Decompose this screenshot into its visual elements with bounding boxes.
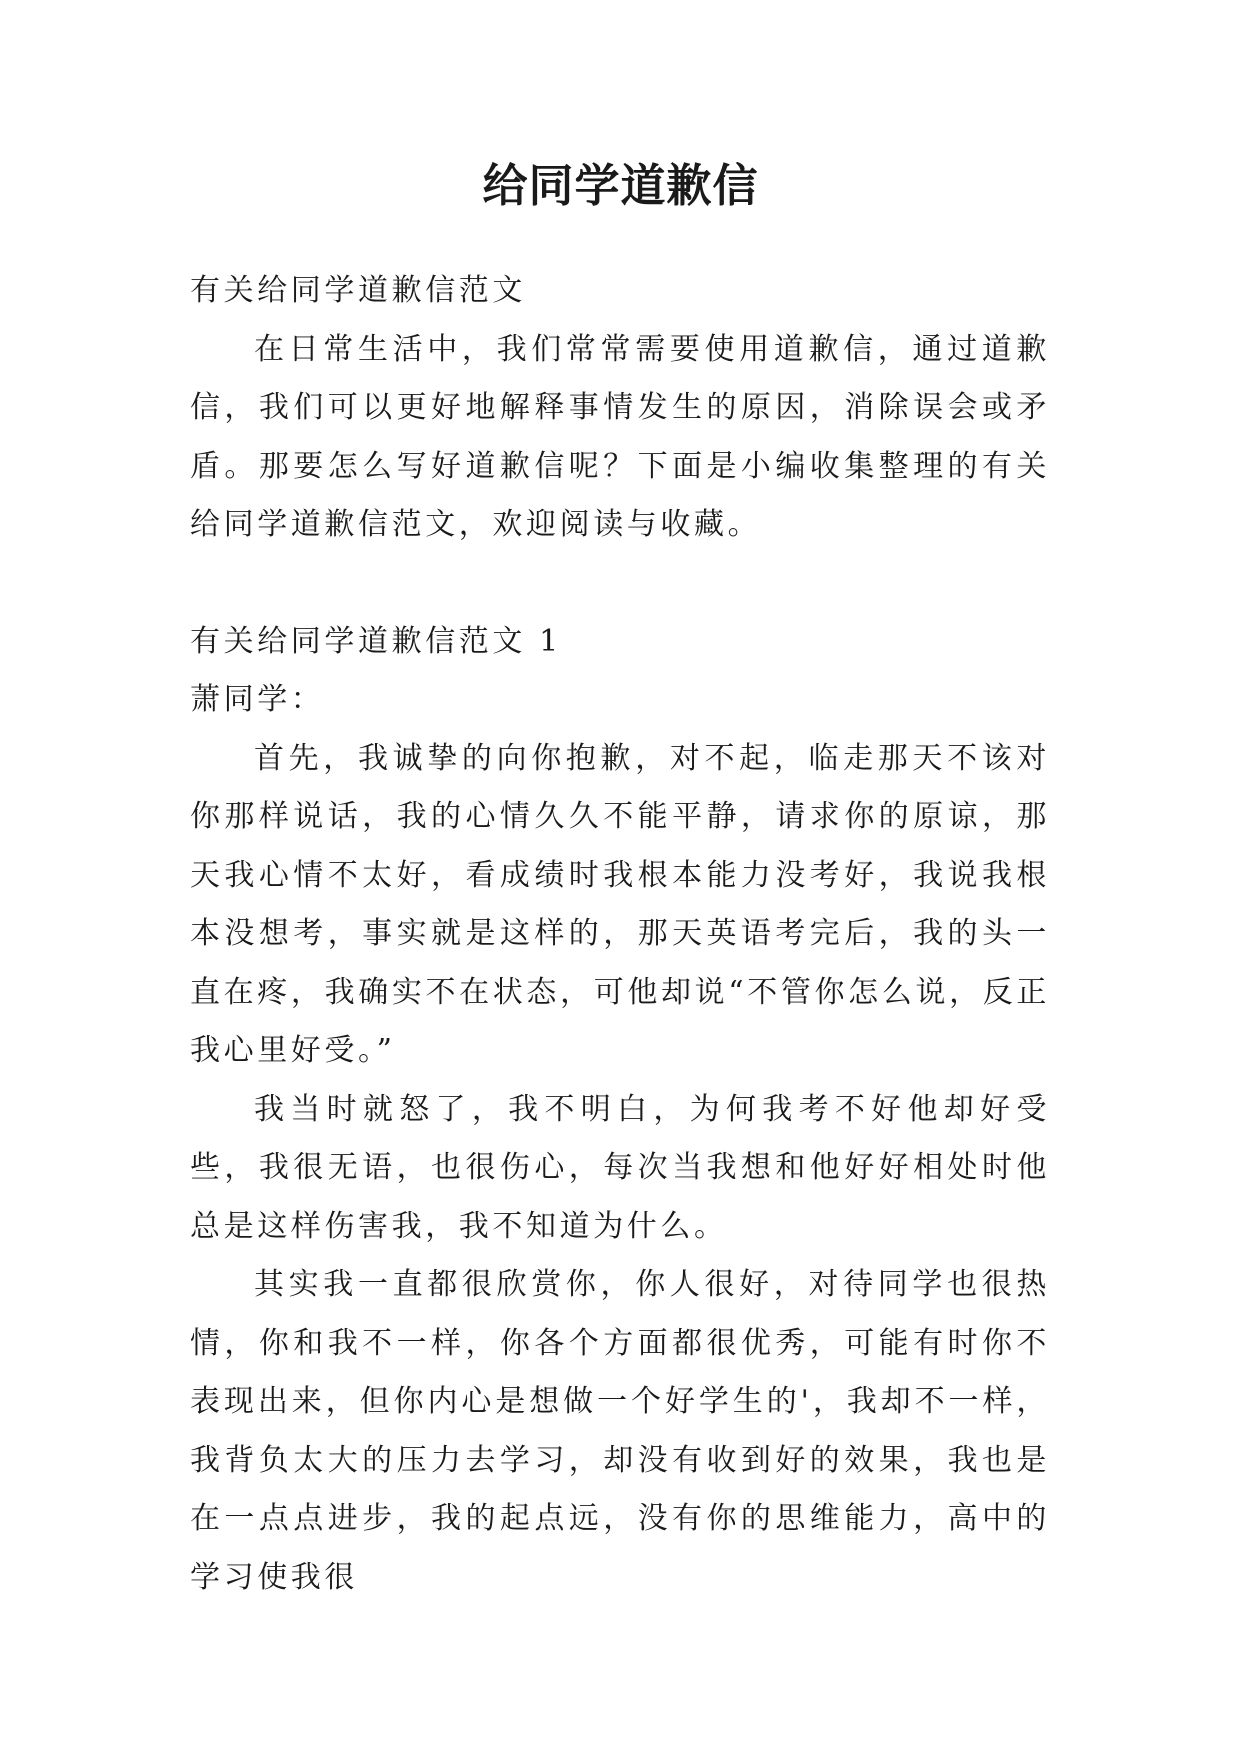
intro-paragraph: 在日常生活中，我们常常需要使用道歉信，通过道歉信，我们可以更好地解释事情发生的原因，消除误会或矛盾。那要怎么写好道歉信呢？下面是小编收集整理的有关给同学道歉信范文，欢迎阅读与收藏。 [190, 331, 1050, 542]
intro-heading: 有关给同学道歉信范文 [190, 273, 526, 308]
body-paragraph-2: 我当时就怒了，我不明白，为何我考不好他却好受些，我很无语，也很伤心，每次当我想和他好好相处时他总是这样伤害我，我不知道为什么。 [190, 1091, 1050, 1244]
salutation: 萧同学： [190, 682, 325, 717]
document-body [190, 262, 1050, 1607]
section-spacer [190, 555, 1050, 613]
body-paragraph-3: 其实我一直都很欣赏你，你人很好，对待同学也很热情，你和我不一样，你各个方面都很优秀，可能有时你不表现出来，但你内心是想做一个好学生的'，我却不一样，我背负太大的压力去学习，却没有收到好的效果，我也是在一点点进步，我的起点远，没有你的思维能力，高中的学习使我很 [190, 1267, 1050, 1595]
section-heading: 有关给同学道歉信范文 1 [190, 623, 562, 659]
document-title: 给同学道歉信 [482, 159, 759, 212]
body-paragraph-1: 首先，我诚挚的向你抱歉，对不起，临走那天不该对你那样说话，我的心情久久不能平静，请求你的原谅，那天我心情不太好，看成绩时我根本能力没考好，我说我根本没想考，事实就是这样的，那天英语考完后，我的头一直在疼，我确实不在状态，可他却说“不管你怎么说，反正我心里好受。” [190, 740, 1050, 1068]
